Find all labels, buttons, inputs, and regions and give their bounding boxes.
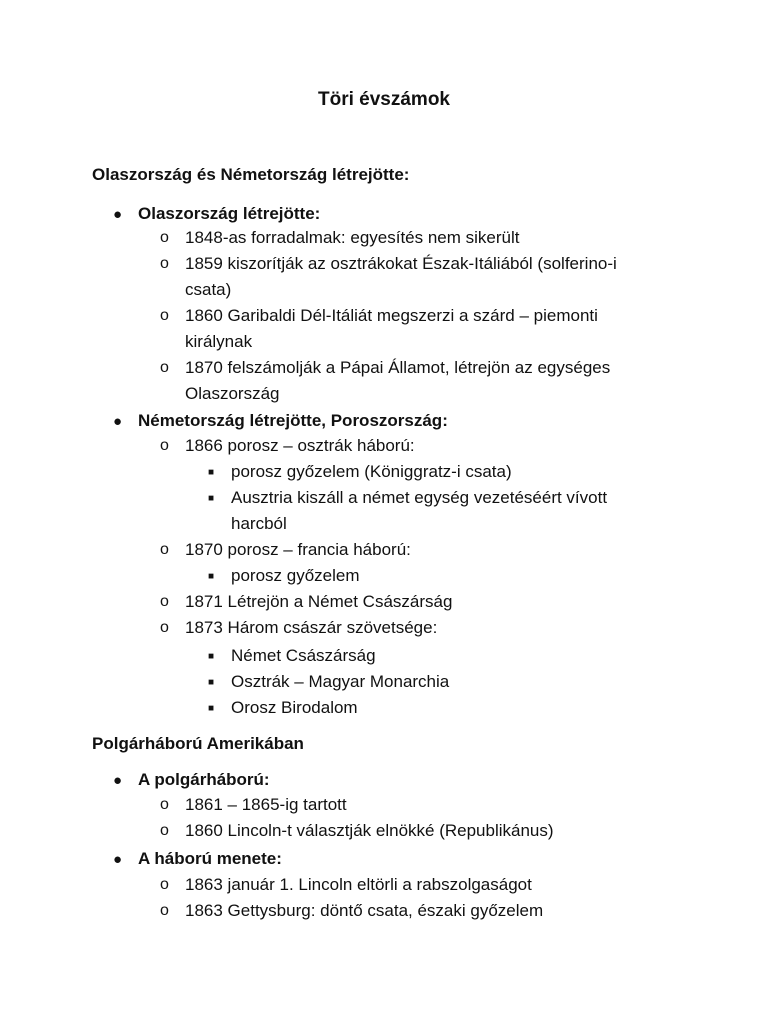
list-item: Osztrák – Magyar Monarchia [231, 672, 450, 691]
bullet-square-icon: ■ [208, 467, 215, 478]
bullet-disc-icon: ● [113, 413, 123, 430]
list-item: 1866 porosz – osztrák háború: [185, 436, 415, 455]
list-item: Orosz Birodalom [231, 698, 358, 717]
list-item-label: Németország létrejötte, Poroszország: [138, 411, 448, 430]
bullet-circle-icon: o [160, 307, 169, 324]
bullet-circle-icon: o [160, 619, 169, 636]
list-item: Német Császárság [231, 646, 376, 665]
list-item: 1870 felszámolják a Pápai Államot, létrejön az egységes [185, 358, 611, 377]
bullet-square-icon: ■ [208, 493, 215, 504]
bullet-disc-icon: ● [113, 206, 123, 223]
list-item-continuation: harcból [231, 514, 287, 533]
bullet-disc-icon: ● [113, 772, 123, 789]
list-item: 1863 január 1. Lincoln eltörli a rabszolgaságot [185, 875, 532, 894]
list-item: 1859 kiszorítják az osztrákokat Észak-Itáliából (solferino-i [185, 254, 617, 273]
bullet-square-icon: ■ [208, 703, 215, 714]
list-item: 1860 Lincoln-t választják elnökké (Republikánus) [185, 821, 554, 840]
list-item: 1870 porosz – francia háború: [185, 540, 411, 559]
bullet-square-icon: ■ [208, 571, 215, 582]
page-title: Töri évszámok [318, 89, 450, 110]
list-item: 1863 Gettysburg: döntő csata, északi győzelem [185, 901, 544, 920]
list-item: 1861 – 1865-ig tartott [185, 795, 347, 814]
bullet-circle-icon: o [160, 359, 169, 376]
bullet-circle-icon: o [160, 541, 169, 558]
list-item-continuation: Olaszország [185, 384, 280, 403]
list-item-continuation: csata) [185, 280, 232, 299]
list-item: porosz győzelem [231, 566, 360, 585]
bullet-square-icon: ■ [208, 651, 215, 662]
list-item-continuation: királynak [185, 332, 253, 351]
bullet-disc-icon: ● [113, 851, 123, 868]
bullet-circle-icon: o [160, 437, 169, 454]
bullet-circle-icon: o [160, 255, 169, 272]
bullet-circle-icon: o [160, 876, 169, 893]
list-item: Ausztria kiszáll a német egység vezetéséért vívott [231, 488, 608, 507]
bullet-circle-icon: o [160, 796, 169, 813]
list-item: 1871 Létrejön a Német Császárság [185, 592, 453, 611]
section-heading: Polgárháború Amerikában [92, 734, 304, 753]
list-item: 1848-as forradalmak: egyesítés nem sikerült [185, 228, 520, 247]
bullet-circle-icon: o [160, 593, 169, 610]
bullet-square-icon: ■ [208, 677, 215, 688]
list-item-label: A háború menete: [138, 849, 282, 868]
bullet-circle-icon: o [160, 229, 169, 246]
bullet-circle-icon: o [160, 822, 169, 839]
list-item: 1873 Három császár szövetsége: [185, 618, 438, 637]
list-item: 1860 Garibaldi Dél-Itáliát megszerzi a szárd – piemonti [185, 306, 598, 325]
list-item: porosz győzelem (Königgratz-i csata) [231, 462, 512, 481]
list-item-label: Olaszország létrejötte: [138, 204, 321, 223]
list-item-label: A polgárháború: [138, 770, 270, 789]
section-heading: Olaszország és Németország létrejötte: [92, 165, 410, 184]
bullet-circle-icon: o [160, 902, 169, 919]
